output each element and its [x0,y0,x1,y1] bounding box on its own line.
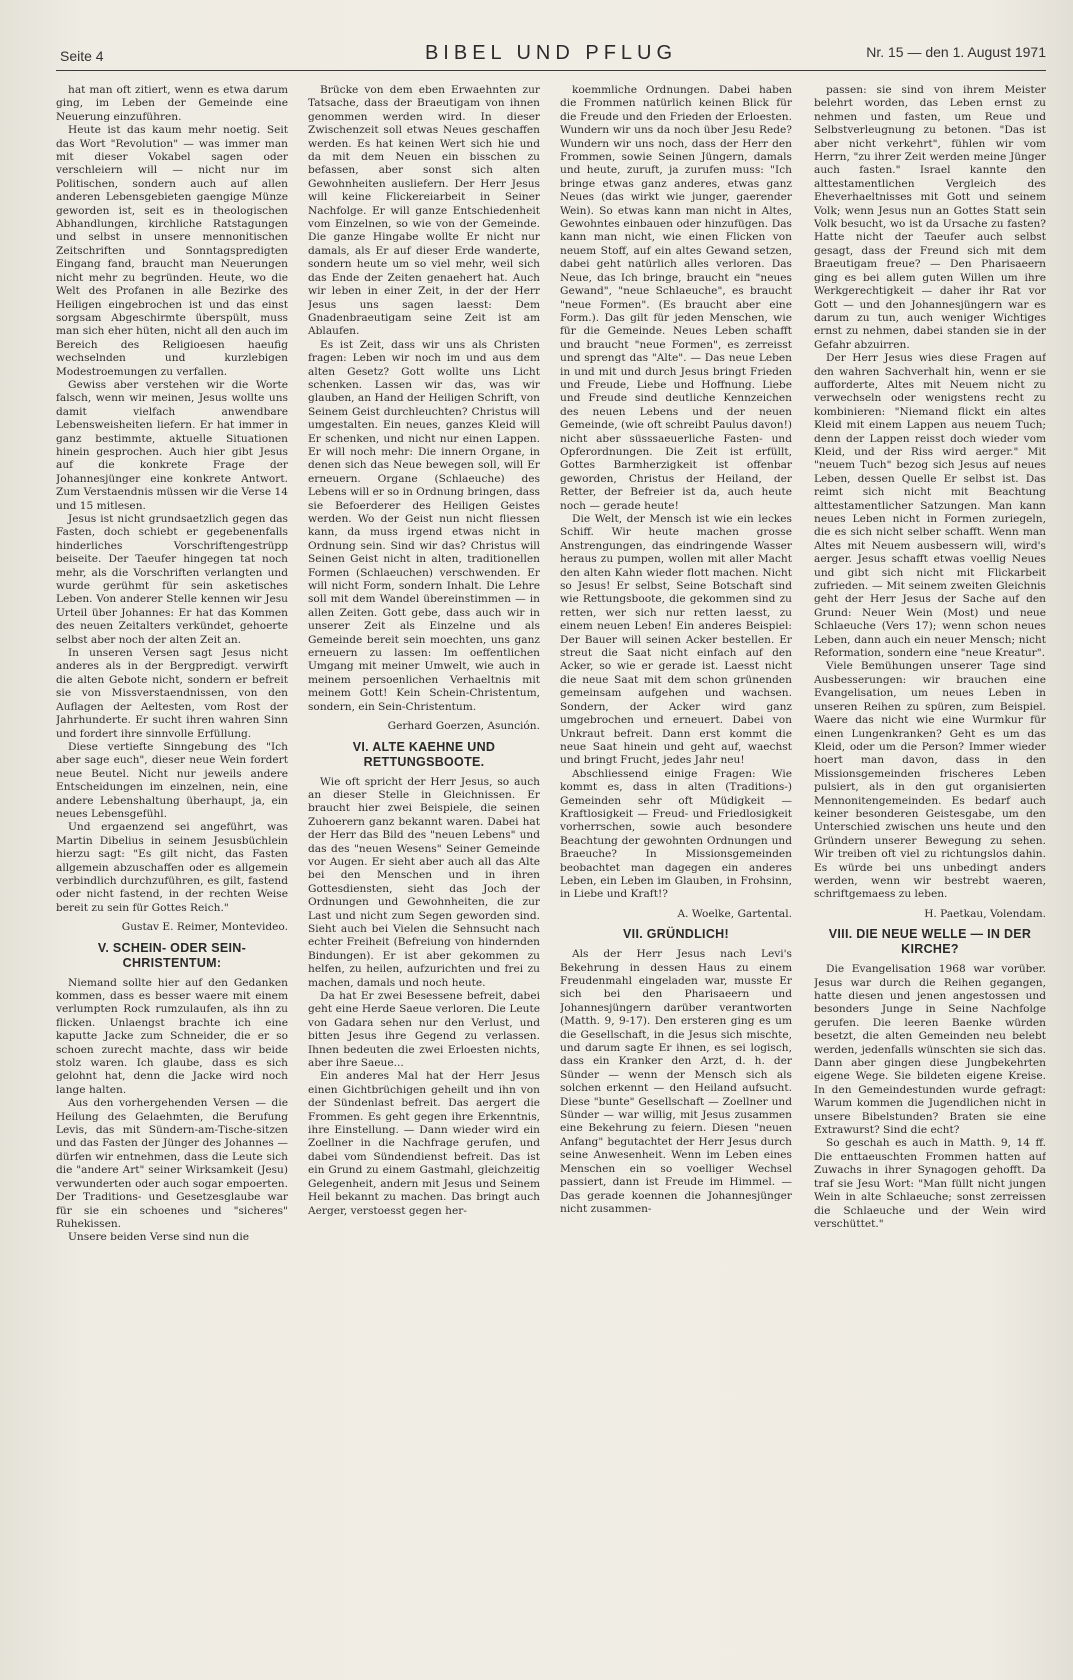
paragraph: Abschliessend einige Fragen: Wie kommt es, dass in alten (Traditions-) Gemeinden sehr oft Müdigkeit — Kraftlosigkeit — Freud- und Friedlosigkeit vorherrschen, sowie auch besondere Beachtung der gewohnten Ordnungen und Braeuche? In Missionsgemeinden beobachtet man dagegen ein anderes Leben, ein Leben im Glauben, in Frohsinn, in Liebe und Kraft!? [560,767,792,901]
paragraph: Der Herr Jesus wies diese Fragen auf den wahren Sachverhalt hin, wenn er sie aufforderte, Altes mit Neuem nicht zu verwechseln oder wenigstens recht zu kombinieren: "Niemand flickt ein altes Kleid mit einem Lappen aus neuem Tuch; denn der Lappen reisst doch wieder vom Kleid, und der Riss wird aerger." Mit "neuem Tuch" bezog sich Jesus auf neues Leben, dessen Quelle Er selbst ist. Das reimt sich nicht mit Beachtung alttestamentlicher Satzungen. Man kann neues Leben nicht in Formen zuriegeln, die es sich nicht selber schafft. Wenn man Altes mit Neuem ausbessern will, wird's aerger. Jesus schafft etwas voellig Neues und gibt sich nicht mit Flickarbeit zufrieden. — Mit seinem zweiten Gleichnis geht der Herr Jesus der Sache auf den Grund: Neuer Wein (Most) und neue Schlaeuche (Vers 17); wenn schon neues Leben, dann auch ein neuer Mensch; nicht Reformation, sondern eine "neue Kreatur". [814,352,1046,660]
paragraph: Gewiss aber verstehen wir die Worte falsch, wenn wir meinen, Jesus wollte uns damit vielfach anwendbare Lebensweisheiten liefern. Er hat immer in ganz bestimmte, aktuelle Situationen hinein gesprochen. Auch hier gibt Jesus auf die konkrete Frage der Johannesjünger eine konkrete Antwort. Zum Verstaendnis müssen wir die Verse 14 und 15 mitlesen. [56,378,288,512]
paragraph: Da hat Er zwei Besessene befreit, dabei geht eine Herde Saeue verloren. Die Leute von Gadara sehen nur den Verlust, und bitten Jesus ihre Gegend zu verlassen. Ihnen bedeuten die zwei Erloesten nichts, aber ihre Saeue... [308,990,540,1070]
paragraph: Ein anderes Mal hat der Herr Jesus einen Gichtbrüchigen geheilt und ihn von der Sündenlast befreit. Das aergert die Frommen. Es geht gegen ihre Erkenntnis, ihre Einstellung. — Dann wieder wird ein Zoellner in die Nachfrage gerufen, und dabei vom Sündendienst befreit. Das ist ein Grund zu einem Gastmahl, gleichzeitig Gelegenheit, andern mit Jesus und Seinem Heil bekannt zu machen. Das bringt auch Aerger, verstoesst gegen her- [308,1070,540,1217]
paragraph: So geschah es auch in Matth. 9, 14 ff. Die enttaeuschten Frommen hatten auf Zuwachs in ihrer Synagogen gehofft. Da traf sie Jesu Wort: "Man füllt nicht jungen Wein in alte Schlaeuche; sonst zerreissen die Schlaeuche und der Wein wird verschüttet." [814,1137,1046,1230]
column-3 [560,84,792,1674]
paragraph: Brücke von dem eben Erwaehnten zur Tatsache, dass der Braeutigam von ihnen genommen werden wird. In dieser Zwischenzeit soll etwas Neues geschaffen werden. Es hat keinen Wert sich hie und da mit dem Neuen ein bisschen zu befassen, aber sonst sich alten Gewohnheiten ausliefern. Der Herr Jesus will keine Flickereiarbeit in Seiner Nachfolge. Er will ganze Entschiedenheit vom Einzelnen, so wie von der Gemeinde. Die ganze Hingabe wollte Er nicht nur damals, als Er auf dieser Erde wanderte, sondern heute um so viel mehr, weil sich das Ende der Zeiten genaehert hat. Auch wir leben in einer Zeit, in der der Herr Jesus uns sagen laesst: Dem Gnadenbraeutigam seine Zeit ist am Ablaufen. [308,84,540,338]
paragraph: Die Evangelisation 1968 war vorüber. Jesus war durch die Reihen gegangen, hatte diesen und jenen angestossen und besonders Junge in Seine Nachfolge gerufen. Die leeren Baenke würden besetzt, die alten Gemeinden neu belebt werden, jedenfalls wünschten sie sich das. Dann aber gingen diese Jungbekehrten eigene Wege. Sie bildeten eigene Kreise. In den Gemeindestunden wurde gefragt: Warum kommen die Jugendlichen nicht in unsere Bibelstunden? Braten sie eine Extrawurst? Sind die echt? [814,963,1046,1137]
author-signature: Gerhard Goerzen, Asunción. [387,720,540,733]
masthead: BIBEL UND PFLUG [424,42,678,64]
paragraph: hat man oft zitiert, wenn es etwa darum ging, im Leben der Gemeinde eine Neuerung einzuführen. [56,84,288,123]
issue-line: Nr. 15 — den 1. August 1971 [866,44,1046,60]
paragraph: Unsere beiden Verse sind nun die [68,1231,249,1244]
paragraph: Die Welt, der Mensch ist wie ein leckes Schiff. Wir heute machen grosse Anstrengungen, das eindringende Wasser heraus zu pumpen, wollen mit aller Macht den alten Kahn wieder flott machen. Nicht so Jesus! Er selbst, Seine Botschaft sind wie Rettungsboote, die gekommen sind zu retten, wer sich nur retten laesst, zu einem neuen Leben! Ein anderes Beispiel: Der Bauer will seinen Acker bestellen. Er streut die Saat nicht einfach auf den Acker, so wie er gerade ist. Laesst nicht die neue Saat mit dem schon grünenden gemeinsam aufgehen und wachsen. Sondern, der Acker wird ganz umgebrochen und erneuert. Dabei von Unkraut befreit. Dann erst kommt die neue Saat hinein und geht auf, waechst und bringt Frucht, jedes Jahr neu! [560,513,792,767]
paragraph: Es ist Zeit, dass wir uns als Christen fragen: Leben wir noch im und aus dem alten Gesetz? Gott wollte uns Licht schenken. Lassen wir das, was wir glauben, an Hand der Heiligen Schrift, von Seinem Geist durchleuchten? Christus will umgestalten. Ein neues, ganzes Kleid will Er schenken, und nicht nur einen Lappen. Er will noch mehr: Die innern Organe, in denen sich das Neue bewegen soll, will Er erneuern. Organe (Schlaeuche) des Lebens will er so in Ordnung bringen, dass sie Befoerderer des Heiligen Geistes werden. Wo der Geist nun nicht fliessen kann, da muss irgend etwas nicht in Ordnung sein. Sind wir das? Christus will Seinen Geist nicht in alten, traditionellen Formen (Schlaeuchen) verschwenden. Er will nicht Form, sondern Inhalt. Die Lehre soll mit dem Wandel übereinstimmen — in allen Zeiten. Gott gebe, dass auch wir in unserer Zeit als Einzelne und als Gemeinde bereit sein moechten, uns ganz erneuern zu lassen: Im oeffentlichen Umgang mit meiner Umwelt, wie auch in meinem persoenlichen Verhaeltnis mit meinem Gott! Kein Schein-Christentum, sondern, ein Sein-Christentum. [308,338,540,713]
section-heading: VIII. DIE NEUE WELLE — IN DER KIRCHE? [828,927,1032,957]
author-signature: Gustav E. Reimer, Montevideo. [121,921,288,934]
paragraph: Viele Bemühungen unserer Tage sind Ausbesserungen: wir brauchen eine Evangelisation, um neues Leben in unseren Reihen zu spüren, zum Beispiel. Waere das nicht wie eine Wurmkur für einen Lungenkranken? Geht es um das Kleid, oder um die Person? Immer wieder hoert man davon, dass in den Missionsgemeinden frischeres Leben pulsiert, als in den gut organisierten Mennonitengemeinden. Es bedarf auch keiner besonderen Geistesgabe, um den Unterschied zwischen uns heute und den Gründern unserer Bewegung zu sehen. Wir treiben oft viel zu richtungslos dahin. Es würde bei uns unbedingt anders werden, wenn wir bestrebt waeren, schriftgemaess zu leben. [814,660,1046,901]
column-2 [308,84,540,1674]
paragraph: Niemand sollte hier auf den Gedanken kommen, dass es besser waere mit einem verlumpten Rock rumzulaufen, als ihn zu flicken. Unlaengst brachte ich eine kaputte Jacke zum Schneider, die er so schoen zurecht machte, dass wir beide stolz waren. Ich glaube, dass es sich gelohnt hat, denn die Jacke wird noch lange halten. [56,976,288,1096]
paragraph: passen: sie sind von ihrem Meister belehrt worden, das Leben ernst zu nehmen und fasten, um Reue und Selbstverleugnung zu betonen. "Das ist aber nicht verkehrt", fühlen wir vom Herrn, "zu ihrer Zeit werden meine Jünger auch fasten." Israel kannte den alttestamentlichen Vergleich des Eheverhaeltnisses mit Gott und seinem Volk; wenn Jesus nun an Gottes Statt sein Volk besucht, wo ist da Ursache zu fasten? Hatte nicht der Taeufer auch selbst gesagt, dass der Freund sich mit dem Braeutigam freue? — Den Pharisaeern ging es bei allem guten Willen um ihre Werkgerechtigkeit — daher ihr Rat vor Gott — und den Johannesjüngern war es darum zu tun, auch weniger Wichtiges ernst zu nehmen, dabei standen sie in der Gefahr abzuirren. [814,84,1046,351]
paragraph: Jesus ist nicht grundsaetzlich gegen das Fasten, doch schiebt er gegebenenfalls hinderliches Vorschriftengestrüpp beiseite. Der Taeufer hingegen tat noch mehr, als die Vorschriften verlangten und wurde gerühmt für sein asketisches Leben. Von anderer Stelle kennen wir Jesu Urteil über Johannes: Er hat das Kommen des neuen Zeitalters verkündet, gehoerte selbst aber noch der alten Zeit an. [56,513,288,646]
paragraph: Wie oft spricht der Herr Jesus, so auch an dieser Stelle in Gleichnissen. Er braucht hier zwei Beispiele, die seinen Zuhoerern ganz bekannt waren. Dabei hat der Herr das Bild des "neuen Lebens" und das des "neuen Wesens" Seiner Gemeinde vor Augen. Er sieht aber auch all das Alte bei den Menschen und in ihren Gottesdiensten, sieht das Joch der Ordnungen und Gewohnheiten, die zur Last und nicht zum Segen geworden sind. Sieht auch bei Vielen die Sehnsucht nach echter Freiheit (Befreiung von hindernden Bindungen). Er ist aber gekommen zu helfen, zu heilen, aufzurichten und frei zu machen, damals und noch heute. [308,775,540,989]
column-1 [56,84,288,1674]
section-heading: V. SCHEIN- ODER SEIN-CHRISTENTUM: [97,940,247,970]
paragraph: In unseren Versen sagt Jesus nicht anderes als in der Bergpredigt. verwirft die alten Gebote nicht, sondern er befreit sie von Missverstaendnissen, von den Auflagen der Aeltesten, vom Rost der Jahrhunderte. Er sucht ihren wahren Sinn und fordert ihre sinnvolle Erfüllung. [56,647,288,740]
paragraph: Als der Herr Jesus nach Levi's Bekehrung in dessen Haus zu einem Freudenmahl eingeladen war, musste Er sich bei den Pharisaeern und Johannesjüngern darüber verantworten (Matth. 9, 9-17). Den ersteren ging es um die Gesellschaft, in die Jesus sich mischte, und darum sagte Er ihnen, es sei logisch, dass ein Kranker den Arzt, d. h. der Sünder — wenn der Mensch sich als solchen erkennt — den Heiland aufsucht. Diese "bunte" Gesellschaft — Zoellner und Sünder — war willig, mit Jesus zusammen eine Bekehrung zu feiern. Diesen "neuen Anfang" begutachtet der Herr Jesus durch seine Anwesenheit. Wenn im Leben eines Menschen ein so voelliger Wechsel passiert, dann ist Freude im Himmel. — Das gerade koennen die Johannesjünger nicht zusammen- [560,948,792,1215]
section-heading: VI. ALTE KAEHNE UND RETTUNGSBOOTE. [352,739,496,769]
page-number: Seite 4 [60,48,104,64]
paragraph: Aus den vorhergehenden Versen — die Heilung des Gelaehmten, die Berufung Levis, das mit Sündern-am-Tische-sitzen und das Fasten der Jünger des Johannes — dürfen wir entnehmen, dass die Leute sich die "andere Art" seiner Wirksamkeit (Jesu) verwunderten oder auch sogar empoerten. Der Traditions- und Gesetzesglaube war für sie ein schoenes und "sicheres" Ruhekissen. [56,1097,288,1230]
paragraph: Und ergaenzend sei angeführt, was Martin Dibelius in seinem Jesusbüchlein hierzu sagt: "Es gilt nicht, das Fasten allgemein abzuschaffen oder es allgemein verbindlich durchzuführen, es gilt, fastend oder nicht fastend, in der rechten Weise bereit zu sein für Gottes Reich." [56,821,288,914]
section-heading: VII. GRÜNDLICH! [623,927,729,942]
author-signature: A. Woelke, Gartental. [677,907,792,920]
article-columns [56,84,1046,1674]
paragraph: koemmliche Ordnungen. Dabei haben die Frommen natürlich keinen Blick für die Freude und den Frieden der Erloesten. Wundern wir uns da noch über Jesu Rede? Wundern wir uns noch, dass der Herr den Frommen, sowie Seinen Jüngern, damals und heute, zuruft, ja zurufen muss: "Ich bringe etwas ganz anderes, etwas ganz Neues (das wirkt wie junger, gaerender Wein). So etwas kann man nicht in Altes, Gewohntes einbauen oder hinzufügen. Das kann man nicht, wie einen Flicken von neuem Stoff, auf ein altes Gewand setzen, dabei geht natürlich alles verloren. Das Neue, das Ich bringe, braucht ein "neues Gewand", "neue Schlaeuche", es braucht "neue Formen". (Es braucht aber eine Form.). Das gilt für jeden Menschen, wie für die Gemeinde. Neues Leben schafft und braucht "neue Formen", es zerreisst und sprengt das "Alte". — Das neue Leben in und mit und durch Jesus bringt Frieden und Freude, Liebe und Hoffnung. Liebe und Freude sind deutliche Kennzeichen des neuen Lebens und der neuen Gemeinde, (wie oft schreibt Paulus davon!) nicht aber süsssaeuerliche Fasten- und Opferordnungen. Die Zeit ist erfüllt, Gottes Barmherzigkeit ist offenbar geworden, Christus der Heiland, der Retter, der Befreier ist da, auch heute noch — gerade heute! [560,84,792,512]
author-signature: H. Paetkau, Volendam. [924,907,1046,920]
column-4 [814,84,1046,1674]
paragraph: Diese vertiefte Sinngebung des "Ich aber sage euch", dieser neue Wein fordert neue Beutel. Nicht nur jeweils andere Entscheidungen im einzelnen, nein, eine andere Lebenshaltung überhaupt, ja, ein neues Lebensgefühl. [56,740,288,820]
paragraph: Heute ist das kaum mehr noetig. Seit das Wort "Revolution" — was immer man mit dieser Vokabel sagen oder verschleiern will — nicht nur im Politischen, sondern auch auf allen anderen Lebensgebieten gaengige Münze geworden ist, seit es in theologischen Abhandlungen, kirchliche Ratstagungen und selbst in unsere mennonitischen Zeitschriften und Sonntagspredigten Eingang fand, braucht man Neuerungen nicht mehr zu begründen. Heute, wo die Welt des Profanen in alle Bezirke des Heiligen eingebrochen ist und das einst sorgsam Abgeschirmte überspült, muss man sich eher hüten, nicht all den auch im Bereich des Religioesen haeufig wechselnden und kurzlebigen Modestroemungen zu verfallen. [56,124,288,378]
page-header [56,40,1046,71]
